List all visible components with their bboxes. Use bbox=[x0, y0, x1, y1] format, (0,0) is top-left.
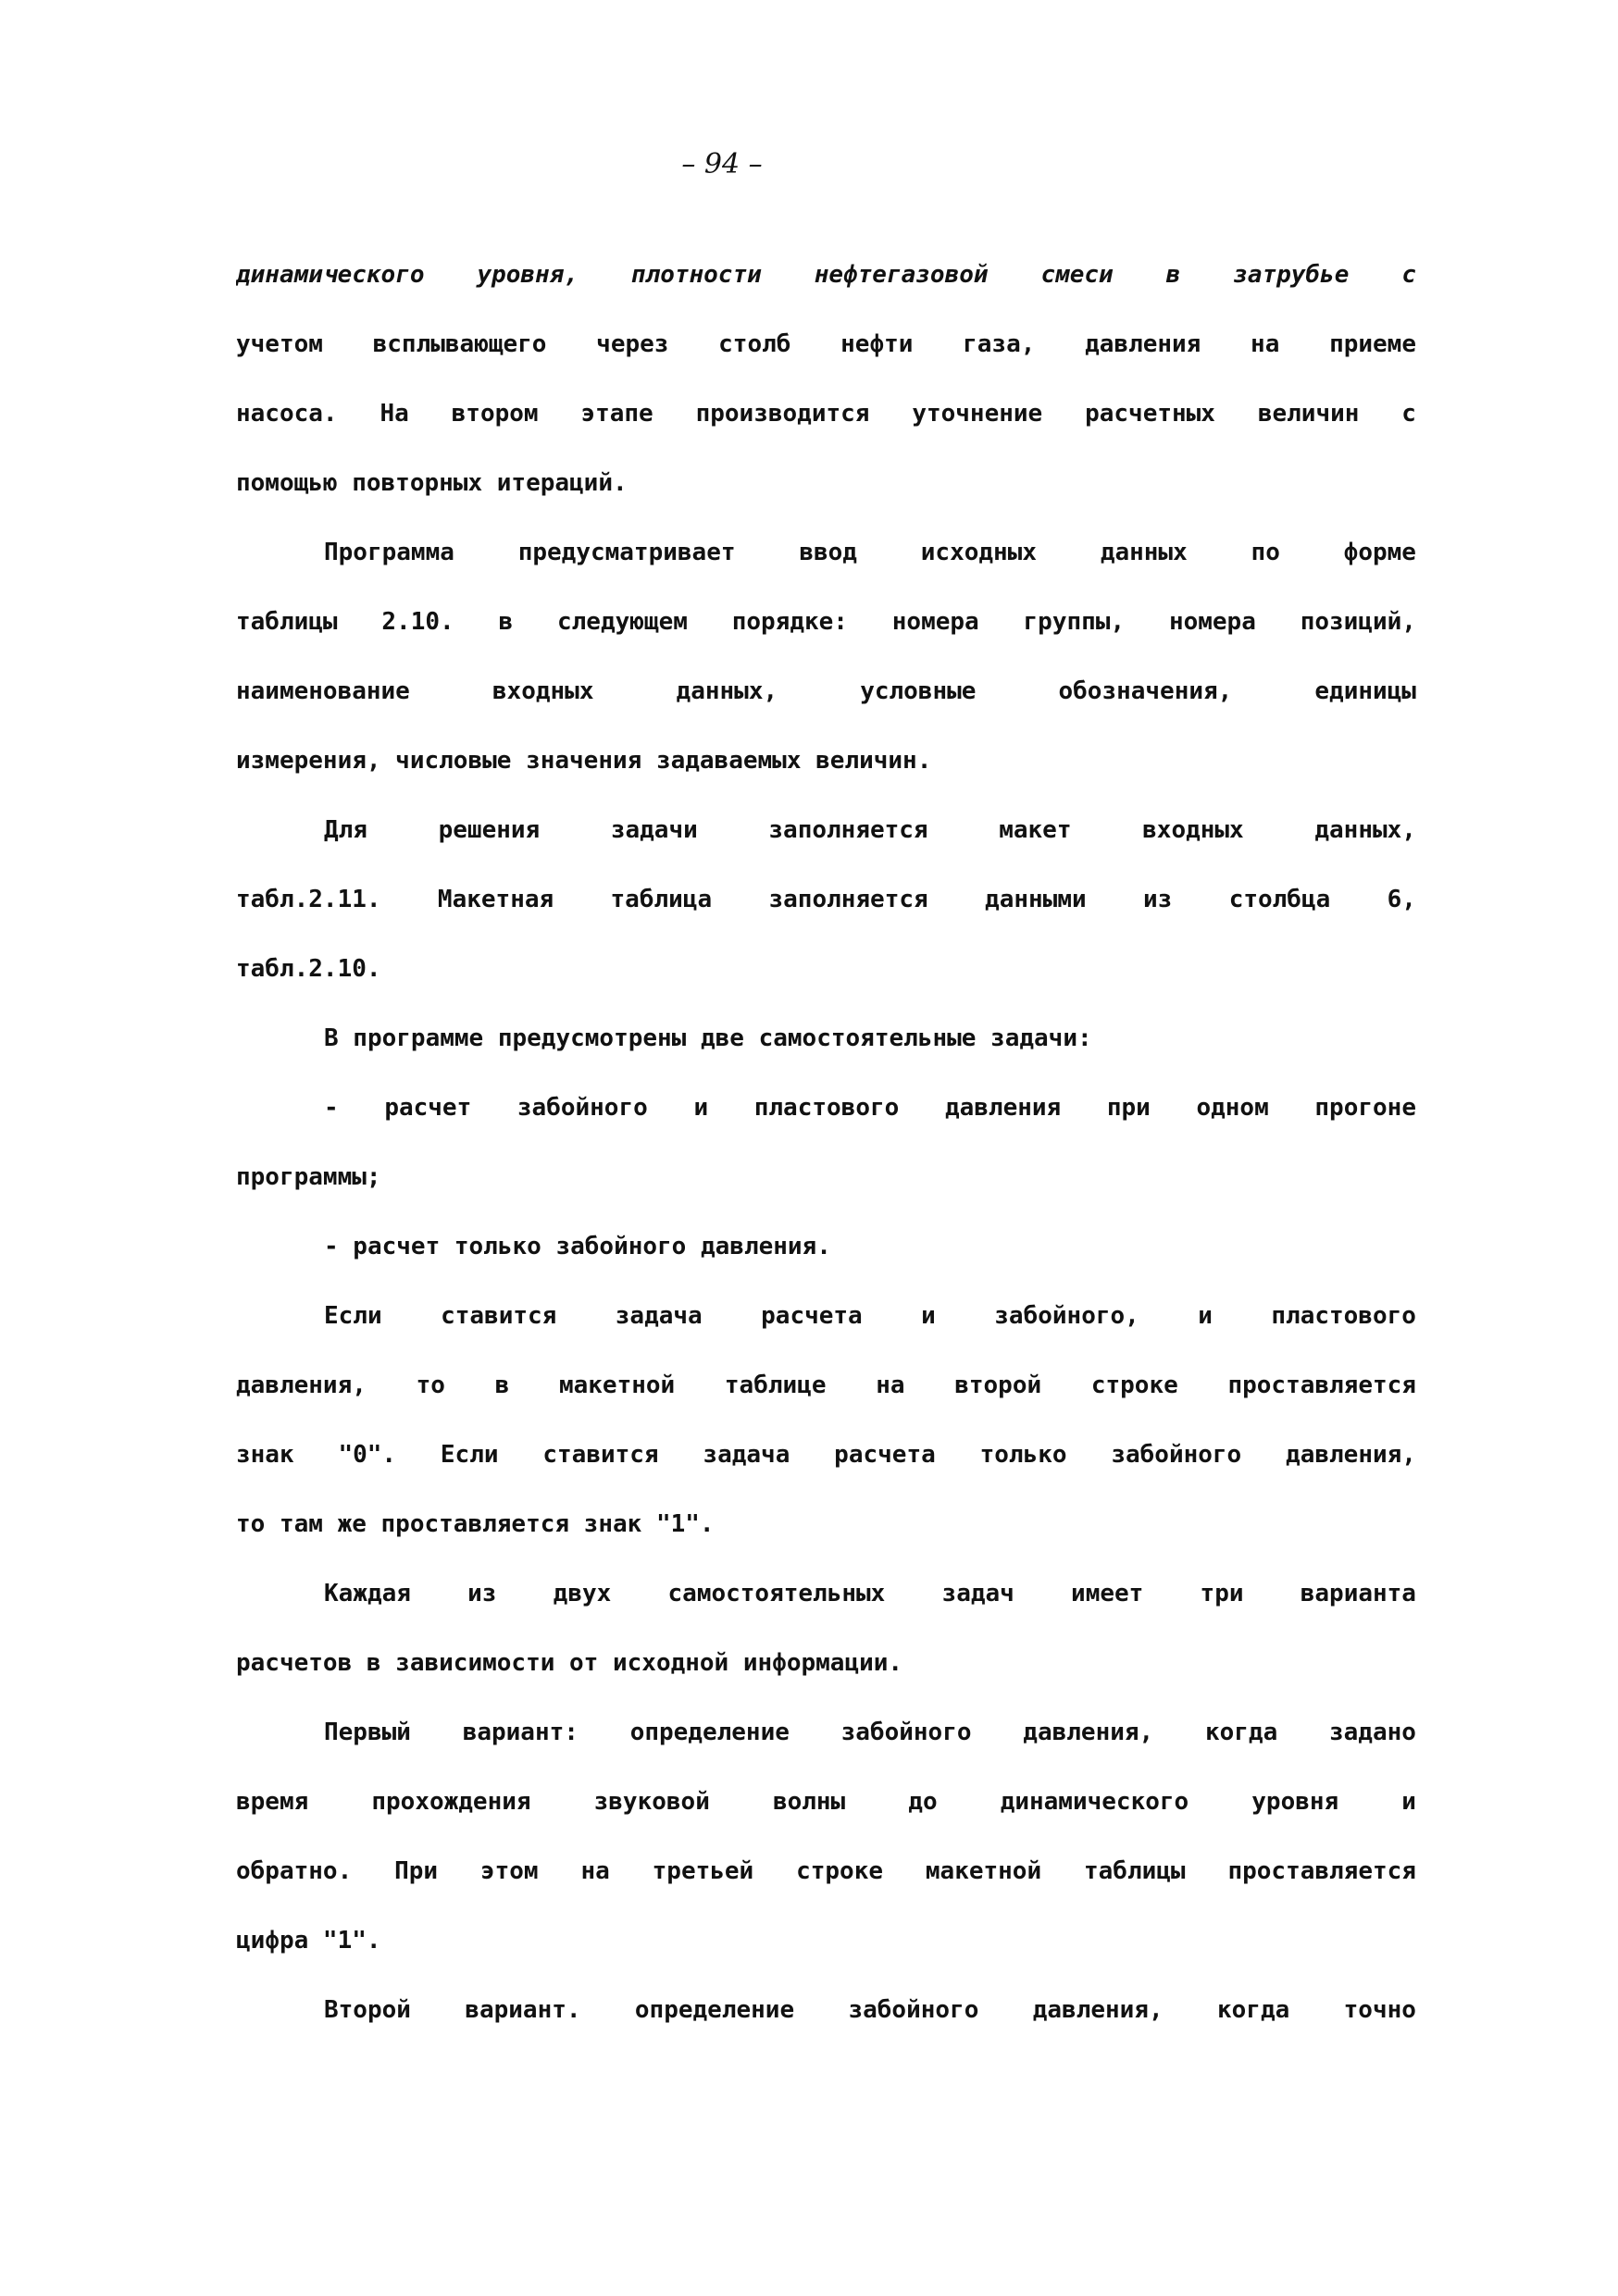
word: При bbox=[394, 1857, 439, 1885]
text-line bbox=[236, 1074, 1416, 1143]
word: на bbox=[876, 1371, 905, 1399]
word: уровня bbox=[1251, 1788, 1339, 1816]
word: приеме bbox=[1329, 330, 1416, 358]
word: всплывающего bbox=[372, 330, 547, 358]
text-line bbox=[236, 657, 1416, 726]
word: вариант. bbox=[465, 1996, 581, 2024]
word: когда bbox=[1204, 1719, 1278, 1746]
text-line bbox=[236, 1837, 1416, 1906]
word: На bbox=[380, 400, 409, 428]
word: Каждая bbox=[324, 1580, 411, 1607]
word: данных, bbox=[1314, 816, 1416, 844]
word: задача bbox=[703, 1441, 790, 1469]
word: нефтегазовой bbox=[814, 261, 989, 289]
text-line: программы; bbox=[236, 1163, 381, 1191]
word: макетной bbox=[925, 1857, 1042, 1885]
word: "0". bbox=[338, 1441, 397, 1469]
word: Если bbox=[324, 1302, 382, 1330]
text-line: измерения, числовые значения задаваемых величин. bbox=[236, 747, 932, 775]
word: таблицы bbox=[236, 608, 338, 636]
word: прохождения bbox=[371, 1788, 531, 1816]
word: данных bbox=[1100, 539, 1188, 566]
text-line bbox=[236, 379, 1416, 449]
word: звуковой bbox=[593, 1788, 710, 1816]
word: одном bbox=[1196, 1094, 1269, 1122]
word: через bbox=[596, 330, 669, 358]
text-line: В программе предусмотрены две самостоятельные задачи: bbox=[324, 1024, 1092, 1052]
word: учетом bbox=[236, 330, 323, 358]
word: при bbox=[1106, 1094, 1151, 1122]
word: на bbox=[580, 1857, 610, 1885]
word: проставляется bbox=[1227, 1857, 1416, 1885]
text-line: - расчет только забойного давления. bbox=[324, 1233, 831, 1260]
word: этапе bbox=[580, 400, 653, 428]
word: макетной bbox=[558, 1371, 676, 1399]
word: Если bbox=[440, 1441, 499, 1469]
word: обозначения, bbox=[1058, 677, 1233, 705]
word: знак bbox=[236, 1441, 294, 1469]
word: Для bbox=[324, 816, 367, 844]
word: столбца bbox=[1228, 886, 1331, 913]
word: и bbox=[1198, 1302, 1213, 1330]
word: определение bbox=[634, 1996, 795, 2024]
word: забойного, bbox=[994, 1302, 1139, 1330]
text-line bbox=[236, 588, 1416, 657]
word: этом bbox=[479, 1857, 539, 1885]
word: газа, bbox=[963, 330, 1036, 358]
word: варианта bbox=[1300, 1580, 1416, 1607]
word: имеет bbox=[1071, 1580, 1144, 1607]
text-line bbox=[236, 1698, 1416, 1768]
text-line: табл.2.10. bbox=[236, 955, 381, 983]
word: задано bbox=[1329, 1719, 1416, 1746]
word: двух bbox=[553, 1580, 612, 1607]
word: величин bbox=[1257, 400, 1360, 428]
text-line bbox=[236, 865, 1416, 935]
word: проставляется bbox=[1227, 1371, 1416, 1399]
word: 6, bbox=[1387, 886, 1416, 913]
word: второй bbox=[954, 1371, 1042, 1399]
word: время bbox=[236, 1788, 309, 1816]
word: таблица bbox=[610, 886, 713, 913]
word: предусматривает bbox=[517, 539, 736, 566]
word: группы, bbox=[1023, 608, 1126, 636]
word: - bbox=[324, 1094, 339, 1122]
word: ставится bbox=[441, 1302, 557, 1330]
text-line bbox=[236, 1351, 1416, 1421]
text-line bbox=[236, 1421, 1416, 1490]
word: номера bbox=[1168, 608, 1256, 636]
word: вариант: bbox=[462, 1719, 579, 1746]
word: 2.10. bbox=[381, 608, 454, 636]
word: производится bbox=[695, 400, 870, 428]
word: задача bbox=[615, 1302, 703, 1330]
word: в bbox=[1165, 261, 1181, 289]
word: давления bbox=[1085, 330, 1201, 358]
text-line bbox=[236, 1559, 1416, 1629]
word: Первый bbox=[324, 1719, 411, 1746]
word: пластового bbox=[1271, 1302, 1416, 1330]
text-line bbox=[236, 310, 1416, 379]
word: динамического bbox=[1000, 1788, 1189, 1816]
word: форме bbox=[1343, 539, 1416, 566]
word: плотности bbox=[630, 261, 762, 289]
word: и bbox=[693, 1094, 709, 1122]
word: Макетная bbox=[437, 886, 554, 913]
word: следующем bbox=[557, 608, 688, 636]
word: расчет bbox=[384, 1094, 472, 1122]
word: в bbox=[498, 608, 514, 636]
word: условные bbox=[860, 677, 977, 705]
word: определение bbox=[629, 1719, 790, 1746]
word: забойного bbox=[840, 1719, 972, 1746]
word: давления, bbox=[236, 1371, 367, 1399]
word: точно bbox=[1343, 1996, 1416, 2024]
word: с bbox=[1401, 261, 1416, 289]
word: давления, bbox=[1023, 1719, 1154, 1746]
word: строке bbox=[1090, 1371, 1178, 1399]
word: расчета bbox=[834, 1441, 936, 1469]
word: входных bbox=[492, 677, 594, 705]
word: волны bbox=[772, 1788, 846, 1816]
word: третьей bbox=[652, 1857, 754, 1885]
word: затрубье bbox=[1233, 261, 1350, 289]
word: из bbox=[467, 1580, 497, 1607]
text-line bbox=[236, 518, 1416, 588]
word: с bbox=[1401, 400, 1416, 428]
word: наименование bbox=[236, 677, 410, 705]
word: и bbox=[921, 1302, 936, 1330]
word: смеси bbox=[1040, 261, 1114, 289]
word: и bbox=[1401, 1788, 1416, 1816]
word: расчетных bbox=[1085, 400, 1215, 428]
word: нефти bbox=[840, 330, 914, 358]
word: таблицы bbox=[1084, 1857, 1186, 1885]
word: Программа bbox=[324, 539, 454, 566]
word: на bbox=[1251, 330, 1280, 358]
word: из bbox=[1143, 886, 1173, 913]
word: то bbox=[416, 1371, 445, 1399]
word: расчета bbox=[761, 1302, 863, 1330]
text-line bbox=[236, 241, 1416, 310]
word: три bbox=[1200, 1580, 1244, 1607]
word: давления, bbox=[1032, 1996, 1164, 2024]
text-line bbox=[236, 1768, 1416, 1837]
word: порядке: bbox=[731, 608, 848, 636]
word: единицы bbox=[1314, 677, 1416, 705]
word: в bbox=[494, 1371, 510, 1399]
word: прогоне bbox=[1314, 1094, 1416, 1122]
word: уровня, bbox=[477, 261, 579, 289]
word: когда bbox=[1217, 1996, 1290, 2024]
word: строке bbox=[796, 1857, 884, 1885]
word: насоса. bbox=[236, 400, 338, 428]
word: втором bbox=[451, 400, 539, 428]
word: забойного bbox=[1111, 1441, 1242, 1469]
word: Второй bbox=[324, 1996, 411, 2024]
word: позиций, bbox=[1300, 608, 1416, 636]
word: забойного bbox=[848, 1996, 979, 2024]
page-number: – 94 – bbox=[681, 148, 763, 180]
text-line: цифра "1". bbox=[236, 1927, 381, 1955]
word: столб bbox=[718, 330, 791, 358]
word: заполняется bbox=[768, 816, 928, 844]
word: заполняется bbox=[768, 886, 928, 913]
text-line: то там же проставляется знак "1". bbox=[236, 1510, 715, 1538]
text-line: помощью повторных итераций. bbox=[236, 469, 628, 497]
word: исходных bbox=[920, 539, 1037, 566]
word: решения bbox=[438, 816, 541, 844]
word: обратно. bbox=[236, 1857, 353, 1885]
word: уточнение bbox=[912, 400, 1043, 428]
word: данных, bbox=[676, 677, 778, 705]
word: ввод bbox=[799, 539, 857, 566]
word: задачи bbox=[610, 816, 698, 844]
text-line bbox=[236, 1976, 1416, 2045]
word: динамического bbox=[236, 261, 425, 289]
text-line: расчетов в зависимости от исходной информации. bbox=[236, 1649, 903, 1677]
word: по bbox=[1251, 539, 1280, 566]
word: до bbox=[908, 1788, 938, 1816]
word: номера bbox=[891, 608, 979, 636]
body-text bbox=[236, 241, 1416, 2045]
word: таблице bbox=[724, 1371, 827, 1399]
word: данными bbox=[985, 886, 1087, 913]
word: забойного bbox=[517, 1094, 648, 1122]
word: входных bbox=[1142, 816, 1244, 844]
word: пластового bbox=[753, 1094, 900, 1122]
word: давления bbox=[944, 1094, 1062, 1122]
word: самостоятельных bbox=[667, 1580, 886, 1607]
word: табл.2.11. bbox=[236, 886, 381, 913]
word: задач bbox=[941, 1580, 1014, 1607]
word: ставится bbox=[542, 1441, 659, 1469]
text-line bbox=[236, 796, 1416, 865]
text-line bbox=[236, 1282, 1416, 1351]
word: макет bbox=[999, 816, 1072, 844]
word: только bbox=[979, 1441, 1067, 1469]
word: давления, bbox=[1286, 1441, 1416, 1469]
